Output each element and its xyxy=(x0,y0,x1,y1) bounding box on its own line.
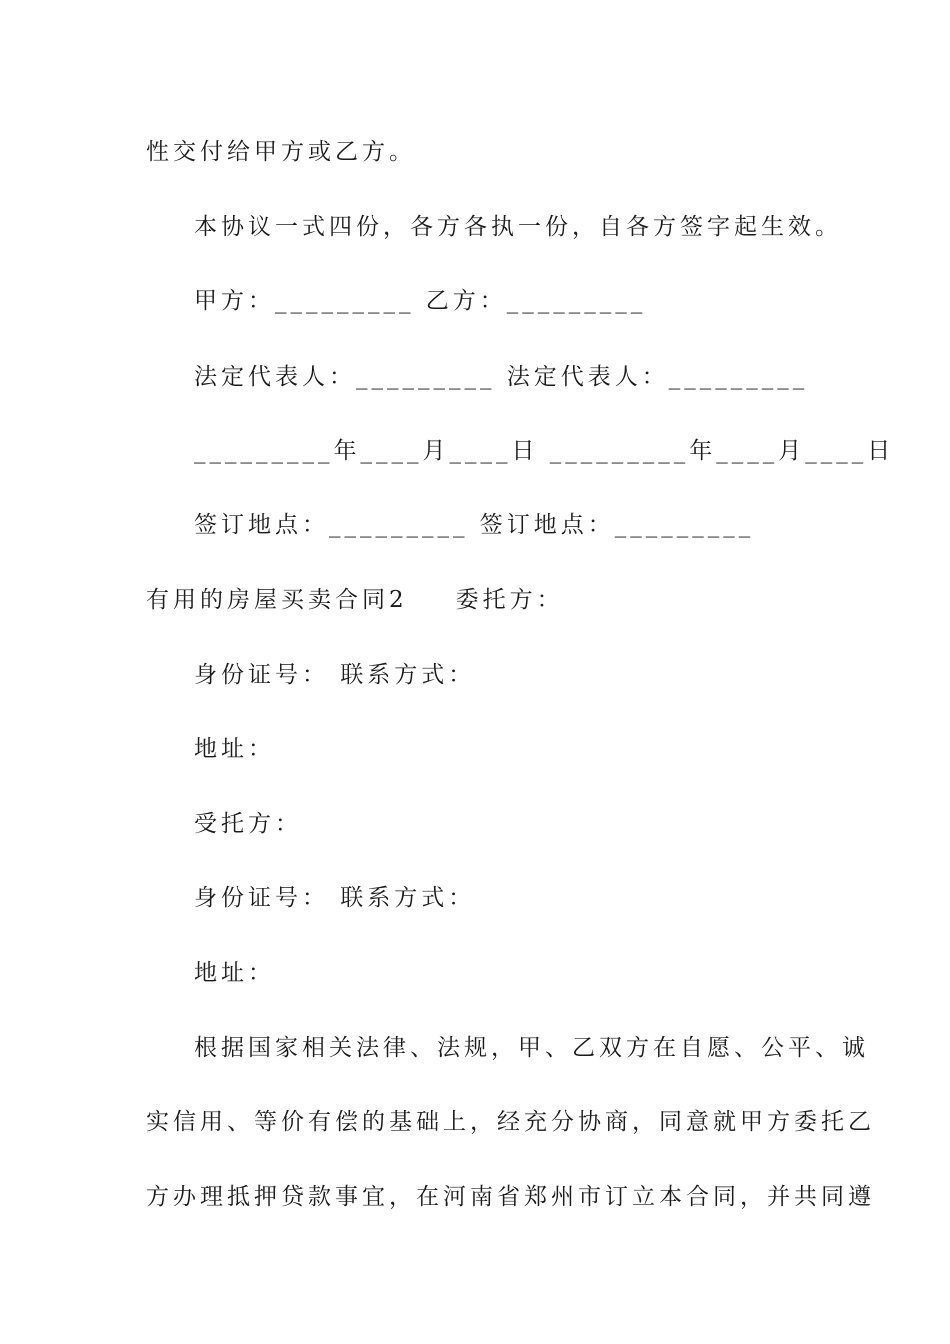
signing-date-line: _________年____月____日 _________年____月____日 xyxy=(194,438,895,464)
body-paragraph-line: 方办理抵押贷款事宜，在河南省郑州市订立本合同，并共同遵 xyxy=(146,1184,875,1210)
agent-id-contact-line: 身份证号： 联系方式： xyxy=(194,885,476,911)
body-paragraph-line: 实信用、等价有偿的基础上，经充分协商，同意就甲方委托乙 xyxy=(146,1109,875,1135)
agent-label-line: 受托方： xyxy=(194,811,302,837)
client-label: 委托方： xyxy=(455,587,564,613)
section-title: 有用的房屋买卖合同2 xyxy=(146,587,408,613)
client-address-line: 地址： xyxy=(194,736,275,762)
client-id-contact-line: 身份证号： 联系方式： xyxy=(194,662,476,688)
section-heading-line xyxy=(146,585,564,615)
signing-place-line: 签订地点：_________ 签订地点：_________ xyxy=(194,512,755,538)
paragraph-line: 本协议一式四份，各方各执一份，自各方签字起生效。 xyxy=(194,214,842,240)
signature-party-line: 甲方：_________ 乙方：_________ xyxy=(194,288,647,314)
paragraph-line: 性交付给甲方或乙方。 xyxy=(146,139,416,165)
agent-address-line: 地址： xyxy=(194,960,275,986)
body-paragraph-line: 根据国家相关法律、法规，甲、乙双方在自愿、公平、诚 xyxy=(194,1035,869,1061)
legal-representative-line: 法定代表人：_________ 法定代表人：_________ xyxy=(194,364,809,390)
